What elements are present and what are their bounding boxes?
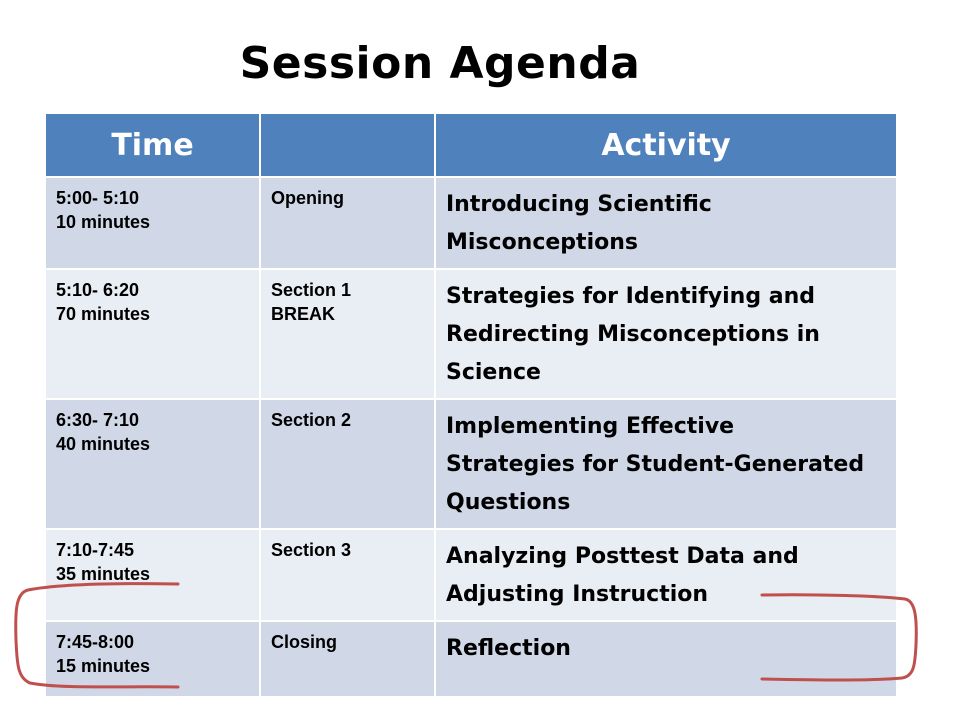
time-cell xyxy=(45,177,260,269)
section-label: Section 1 xyxy=(271,280,352,300)
table-row xyxy=(45,177,897,269)
time-range: 7:45-8:00 xyxy=(56,632,135,652)
duration: 35 minutes xyxy=(56,564,151,584)
activity-cell xyxy=(435,269,897,399)
header-activity: Activity xyxy=(435,113,897,177)
table-row xyxy=(45,269,897,399)
time-range: 5:00- 5:10 xyxy=(56,188,140,208)
section-label: Section 2 xyxy=(271,410,352,430)
time-range: 5:10- 6:20 xyxy=(56,280,140,300)
activity-line: Introducing Scientific xyxy=(446,192,712,217)
header-section xyxy=(260,113,435,177)
time-cell xyxy=(45,399,260,529)
activity-cell xyxy=(435,399,897,529)
activity-line: Reflection xyxy=(446,636,571,661)
section-label: Section 3 xyxy=(271,540,352,560)
activity-line: Strategies for Identifying and xyxy=(446,284,816,309)
activity-line: Adjusting Instruction xyxy=(446,582,709,607)
table-row xyxy=(45,529,897,621)
activity-line: Questions xyxy=(446,490,571,515)
section-label: Opening xyxy=(271,188,344,208)
activity-cell xyxy=(435,621,897,697)
activity-line: Analyzing Posttest Data and xyxy=(446,544,799,569)
duration: 15 minutes xyxy=(56,656,151,676)
section-label: Closing xyxy=(271,632,337,652)
agenda-table xyxy=(44,112,898,698)
section-cell xyxy=(260,399,435,529)
header-row xyxy=(45,113,897,177)
activity-line: Misconceptions xyxy=(446,230,638,255)
section-cell xyxy=(260,269,435,399)
time-cell xyxy=(45,269,260,399)
section-cell xyxy=(260,529,435,621)
section-cell xyxy=(260,621,435,697)
time-cell xyxy=(45,529,260,621)
activity-line: Redirecting Misconceptions in xyxy=(446,322,820,347)
activity-line: Strategies for Student-Generated xyxy=(446,452,865,477)
time-range: 6:30- 7:10 xyxy=(56,410,140,430)
time-cell xyxy=(45,621,260,697)
header-time: Time xyxy=(45,113,260,177)
time-range: 7:10-7:45 xyxy=(56,540,135,560)
section-cell xyxy=(260,177,435,269)
table-row xyxy=(45,399,897,529)
duration: 70 minutes xyxy=(56,304,151,324)
activity-line: Implementing Effective xyxy=(446,414,735,439)
table-row xyxy=(45,621,897,697)
page-title: Session Agenda xyxy=(239,38,641,89)
activity-line: Science xyxy=(446,360,541,385)
duration: 40 minutes xyxy=(56,434,151,454)
activity-cell xyxy=(435,529,897,621)
section-label: BREAK xyxy=(271,304,336,324)
duration: 10 minutes xyxy=(56,212,151,232)
activity-cell xyxy=(435,177,897,269)
